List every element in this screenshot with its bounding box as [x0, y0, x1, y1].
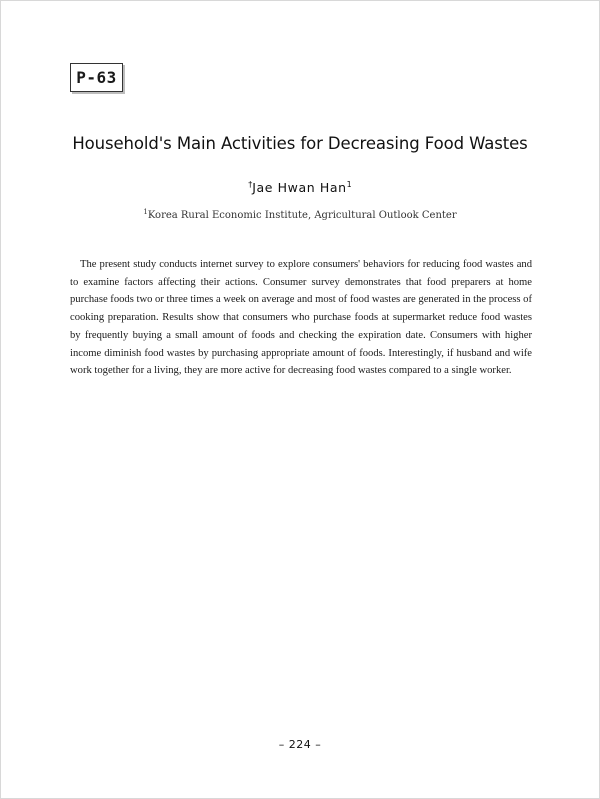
author-name: Jae Hwan Han [252, 180, 347, 195]
paper-title: Household's Main Activities for Decreasing Food Wastes [72, 134, 528, 153]
poster-id-box [70, 63, 123, 92]
affiliation-line [0, 208, 600, 221]
author-affiliation-ref: 1 [346, 180, 352, 189]
affiliation-text: Korea Rural Economic Institute, Agricultural Outlook Center [147, 210, 457, 221]
corresponding-author-marker: † [248, 180, 253, 189]
author-line [0, 180, 600, 195]
page-number: – 224 – [278, 738, 322, 751]
affiliation-ref: 1 [143, 208, 148, 216]
poster-id-label: P-63 [76, 68, 117, 87]
abstract-paragraph: The present study conducts internet survey to explore consumers' behaviors for reducing food wastes and to examine factors affecting their actions. Consumer survey demonstrates that food preparers at home purchase foods two or three times a week on average and most of food wastes are generated in the process of cooking preparation. Results show that consumers who purchase foods at supermarket reduce food wastes by frequently buying a small amount of foods and checking the expiration date. Consumers with higher income diminish food wastes by purchasing appropriate amount of foods. Interestingly, if husband and wife work together for a living, they are more active for decreasing food wastes compared to a single worker. [70, 259, 532, 377]
